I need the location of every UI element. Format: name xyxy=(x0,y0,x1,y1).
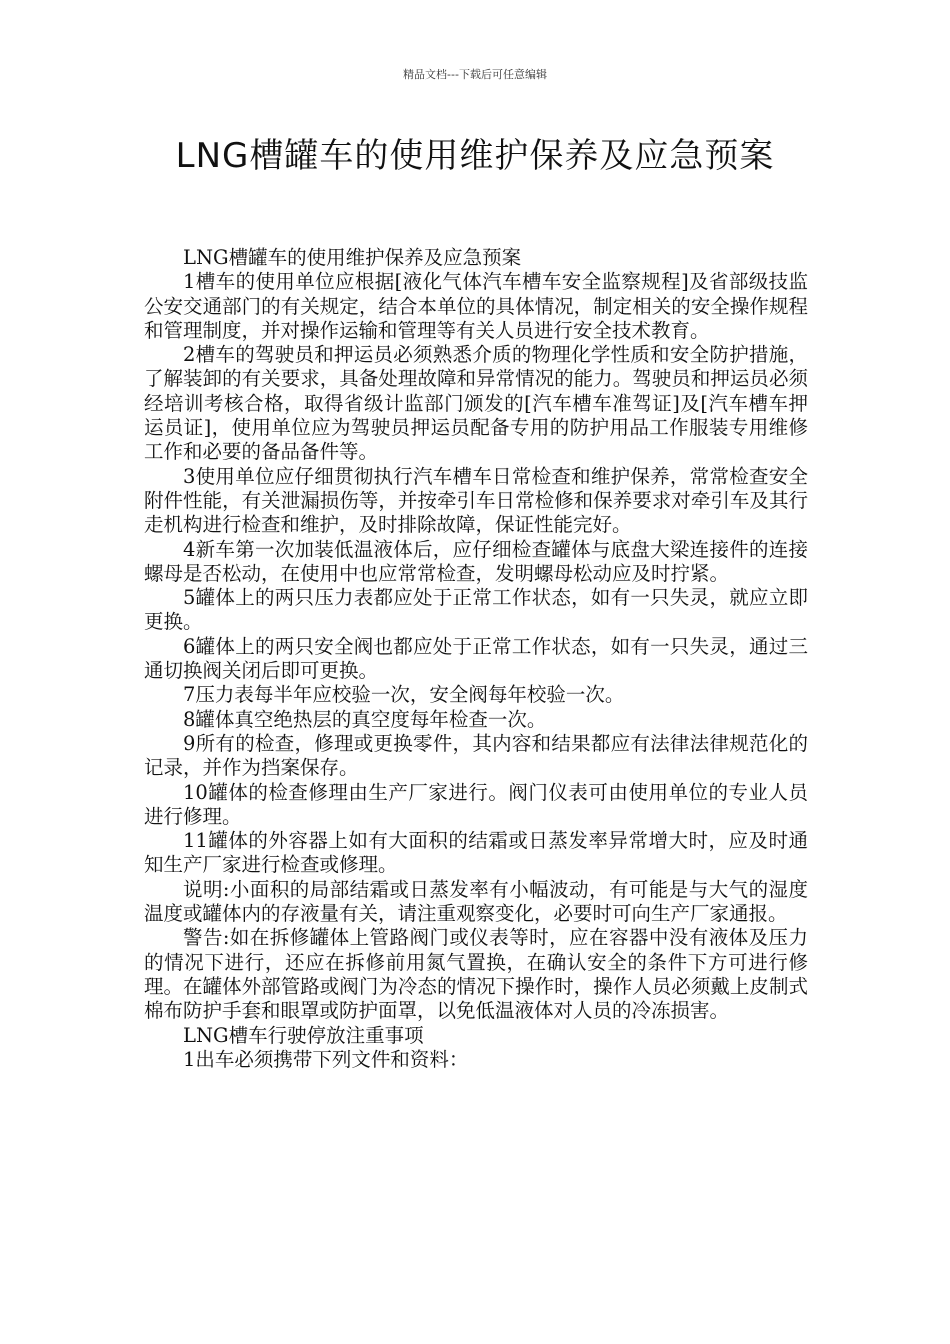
paragraph: 10罐体的检查修理由生产厂家进行。阀门仪表可由使用单位的专业人员进行修理。 xyxy=(144,780,808,828)
paragraph: 7压力表每半年应校验一次，安全阀每年校验一次。 xyxy=(183,683,625,707)
paragraph: 说明:小面积的局部结霜或日蒸发率有小幅波动，有可能是与大气的湿度温度或罐体内的存液量有关，请注重观察变化，必要时可向生产厂家通报。 xyxy=(144,877,808,926)
paragraph: 警告:如在拆修罐体上管路阀门或仪表等时，应在容器中没有液体及压力的情况下进行，还应在拆修前用氮气置换，在确认安全的条件下方可进行修理。在罐体外部管路或阀门为冷态的情况下操作时，操作人员必须戴上皮制式棉布防护手套和眼罩或防护面罩，以免低温液体对人员的冷冻损害。 xyxy=(144,926,808,1023)
paragraph: 9所有的检查，修理或更换零件，其内容和结果都应有法律法律规范化的记录，并作为挡案保存。 xyxy=(144,731,808,780)
header-note: 精品文档---下载后可任意编辑 xyxy=(403,68,547,81)
paragraph: 2槽车的驾驶员和押运员必须熟悉介质的物理化学性质和安全防护措施，了解装卸的有关要求，具备处理故障和异常情况的能力。驾驶员和押运员必须经培训考核合格，取得省级计监部门颁发的[汽车槽车准驾证]及[汽车槽车押运员证]，使用单位应为驾驶员押运员配备专用的防护用品工作服装专用维修工作和必要的备品备件等。 xyxy=(144,343,808,464)
document-body xyxy=(144,246,808,1072)
section-heading: LNG槽车行驶停放注重事项 xyxy=(183,1023,424,1047)
paragraph: 3使用单位应仔细贯彻执行汽车槽车日常检查和维护保养，常常检查安全附件性能，有关泄漏损伤等，并按牵引车日常检修和保养要求对牵引车及其行走机构进行检查和维护，及时排除故障，保证性能完好。 xyxy=(144,464,808,537)
paragraph: 1出车必须携带下列文件和资料： xyxy=(183,1047,469,1071)
paragraph: 5罐体上的两只压力表都应处于正常工作状态，如有一只失灵，就应立即更换。 xyxy=(144,586,808,634)
paragraph: 1槽车的使用单位应根据[液化气体汽车槽车安全监察规程]及省部级技监公安交通部门的有关规定，结合本单位的具体情况，制定相关的安全操作规程和管理制度，并对操作运输和管理等有关人员进行安全技术教育。 xyxy=(144,270,808,342)
paragraph: 11罐体的外容器上如有大面积的结霜或日蒸发率异常增大时，应及时通知生产厂家进行检查或修理。 xyxy=(144,829,808,877)
paragraph: 4新车第一次加装低温液体后，应仔细检查罐体与底盘大梁连接件的连接螺母是否松动，在使用中也应常常检查，发明螺母松动应及时拧紧。 xyxy=(144,537,808,585)
paragraph: 6罐体上的两只安全阀也都应处于正常工作状态，如有一只失灵，通过三通切换阀关闭后即可更换。 xyxy=(144,634,808,683)
paragraph: 8罐体真空绝热层的真空度每年检查一次。 xyxy=(183,707,547,731)
document-title: LNG槽罐车的使用维护保养及应急预案 xyxy=(175,136,775,176)
paragraph: LNG槽罐车的使用维护保养及应急预案 xyxy=(183,246,522,269)
